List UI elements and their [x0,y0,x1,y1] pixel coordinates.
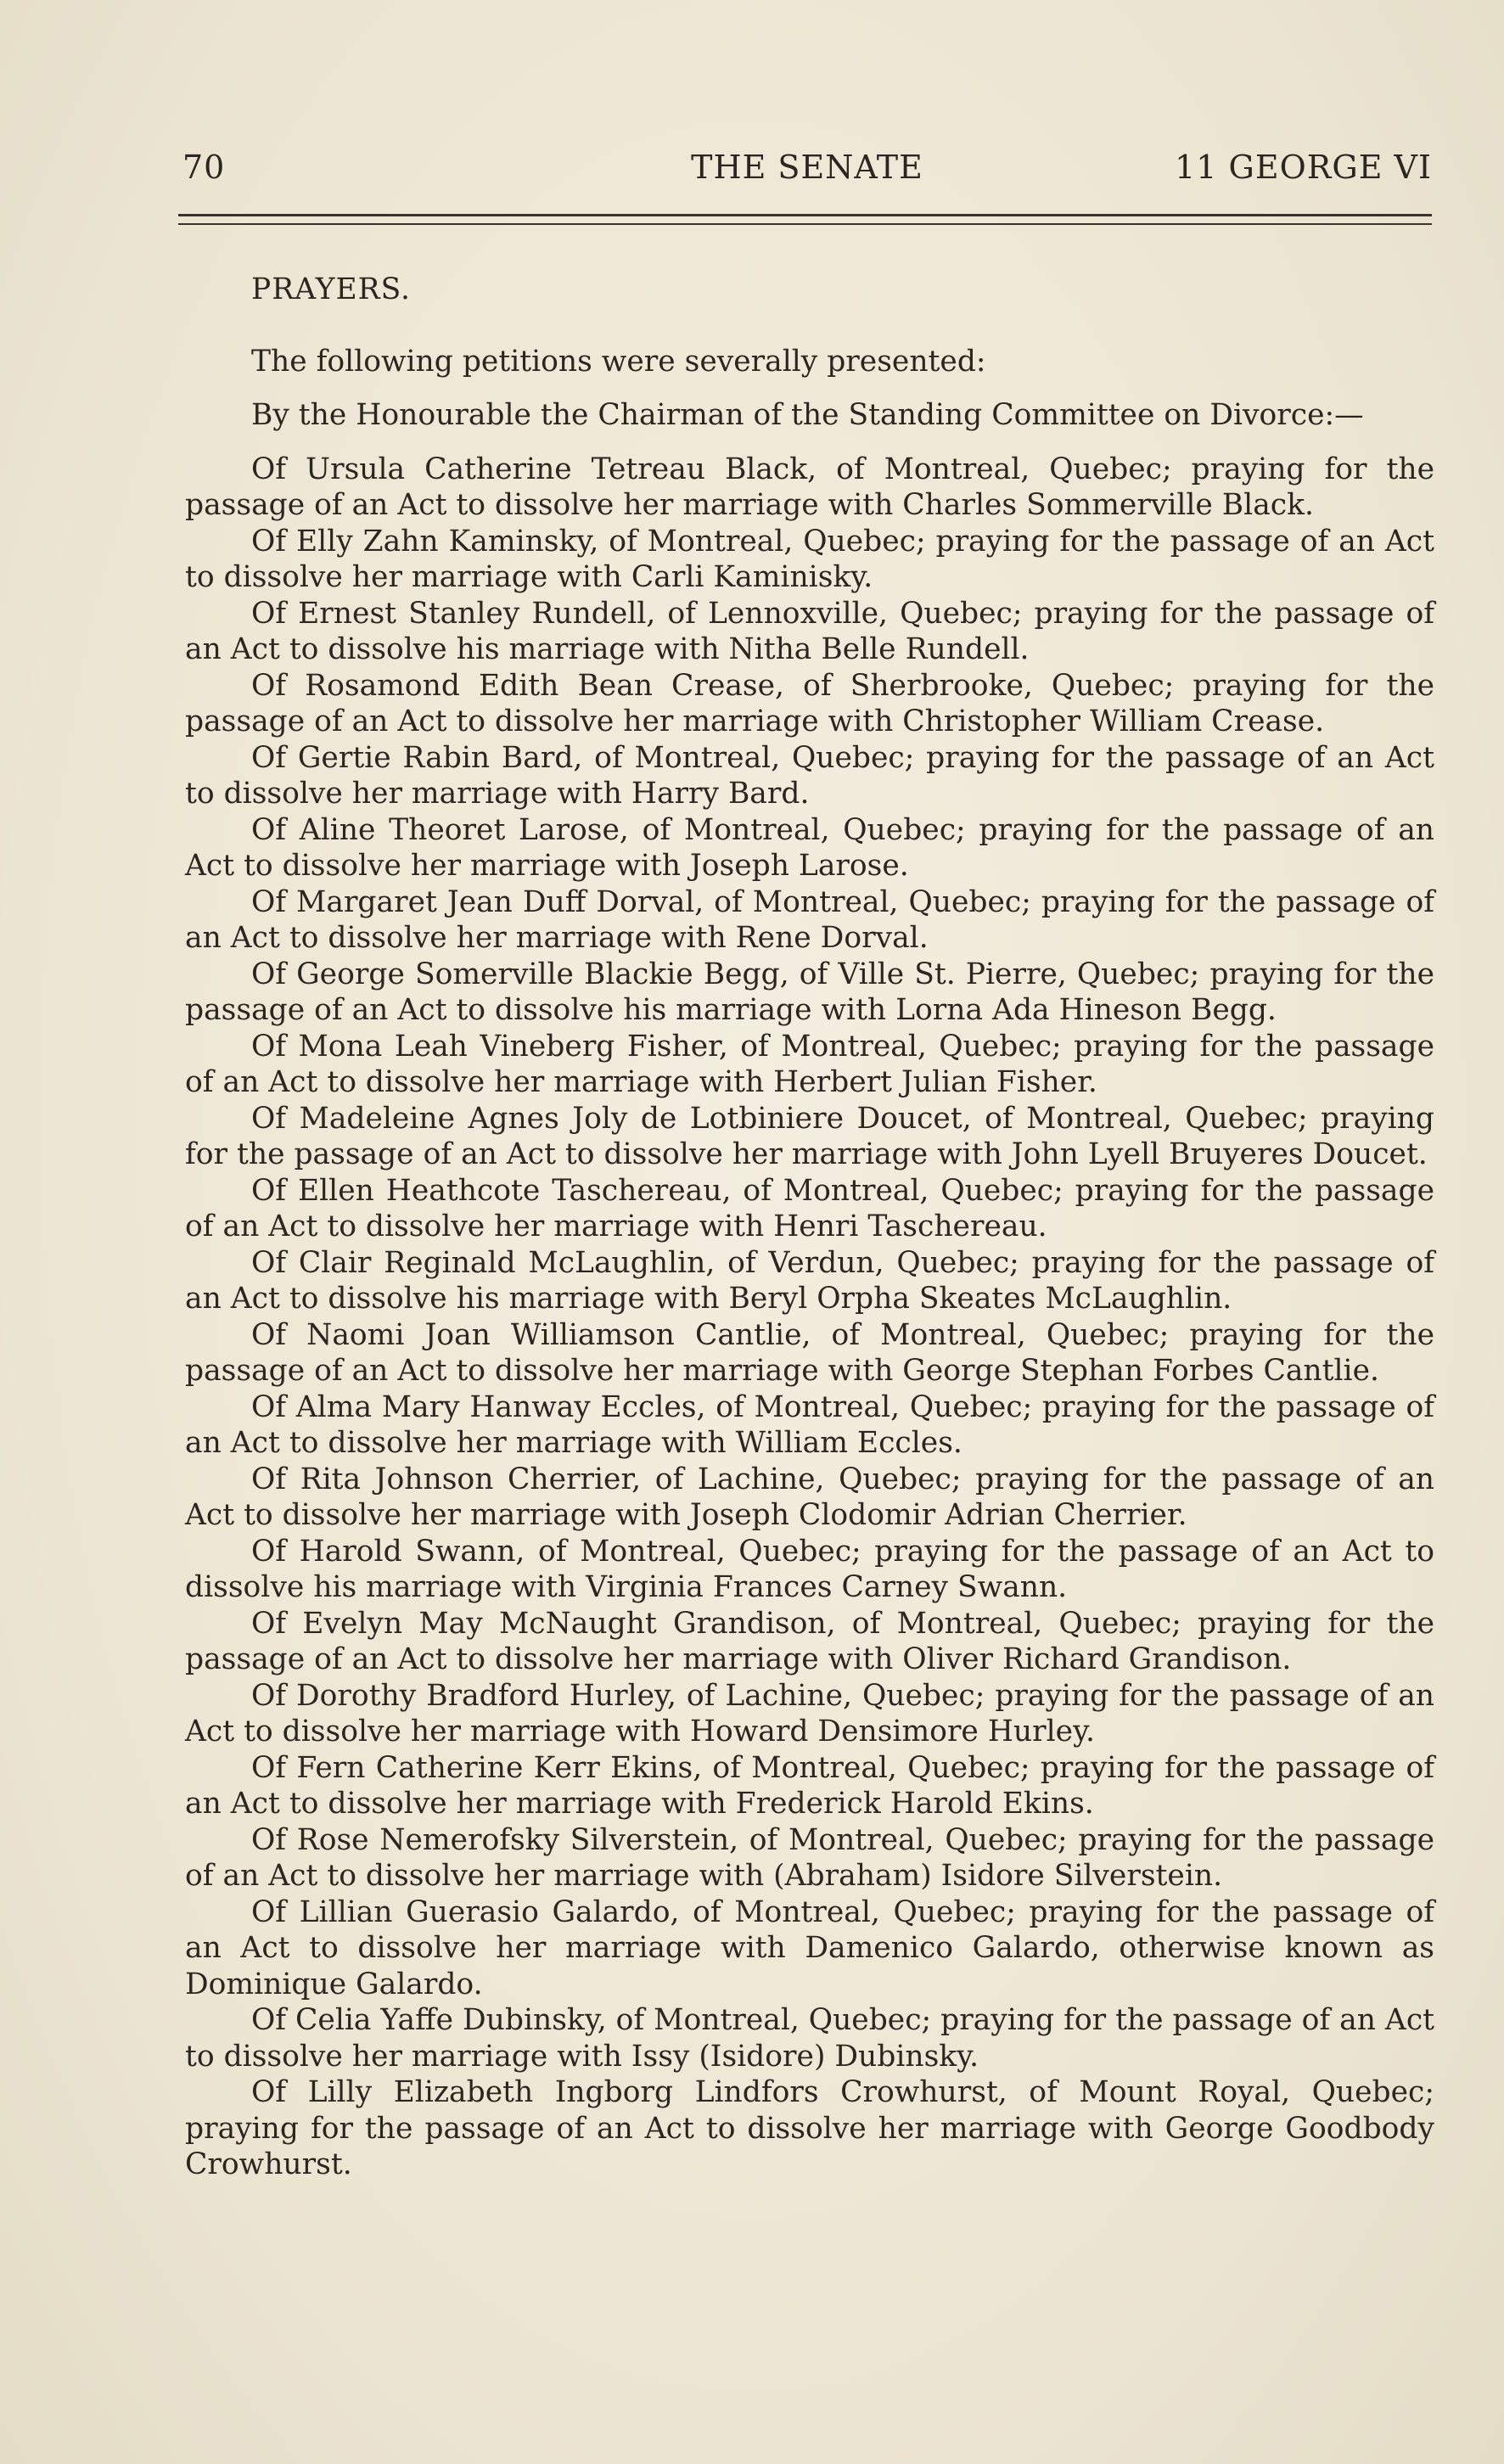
petition-paragraph: Of Harold Swann, of Montreal, Quebec; praying for the passage of an Act to dissolve his marriage with Virginia Frances Carney Swann. [185,1534,1434,1604]
petition-paragraph: Of Margaret Jean Duff Dorval, of Montreal, Quebec; praying for the passage of an Act to dissolve her marriage with Rene Dorval. [185,884,1434,955]
petition-paragraph: Of Evelyn May McNaught Grandison, of Montreal, Quebec; praying for the passage of an Act to dissolve her marriage with Oliver Richard Grandison. [185,1606,1434,1676]
petition-paragraph: Of Clair Reginald McLaughlin, of Verdun, Quebec; praying for the passage of an Act to dissolve his marriage with Beryl Orpha Skeates McLaughlin. [185,1245,1434,1316]
header-rule-bottom [178,223,1432,225]
header-rule-top [178,214,1432,216]
page-number: 70 [182,149,226,186]
petition-paragraph: Of Ellen Heathcote Taschereau, of Montreal, Quebec; praying for the passage of an Act to dissolve her marriage with Henri Taschereau. [185,1173,1434,1243]
petition-paragraph: Of Rita Johnson Cherrier, of Lachine, Quebec; praying for the passage of an Act to dissolve her marriage with Joseph Clodomir Adrian Cherrier. [185,1462,1434,1532]
petition-paragraph: Of Elly Zahn Kaminsky, of Montreal, Quebec; praying for the passage of an Act to dissolve her marriage with Carli Kaminisky. [185,524,1434,594]
petition-paragraph: Of Madeleine Agnes Joly de Lotbiniere Doucet, of Montreal, Quebec; praying for the passage of an Act to dissolve her marriage with John Lyell Bruyeres Doucet. [185,1101,1434,1171]
petition-paragraph: Of Lillian Guerasio Galardo, of Montreal, Quebec; praying for the passage of an Act to dissolve her marriage with Damenico Galardo, otherwise known as Dominique Galardo. [185,1894,1434,2001]
petition-paragraph: Of Lilly Elizabeth Ingborg Lindfors Crowhurst, of Mount Royal, Quebec; praying for the passage of an Act to dissolve her marriage with George Goodbody Crowhurst. [185,2075,1434,2181]
petition-paragraph: Of George Somerville Blackie Begg, of Ville St. Pierre, Quebec; praying for the passage of an Act to dissolve his marriage with Lorna Ada Hineson Begg. [185,957,1434,1027]
petition-paragraph: Of Aline Theoret Larose, of Montreal, Quebec; praying for the passage of an Act to dissolve her marriage with Joseph Larose. [185,812,1434,883]
petition-paragraph: Of Mona Leah Vineberg Fisher, of Montreal, Quebec; praying for the passage of an Act to dissolve her marriage with Herbert Julian Fisher. [185,1029,1434,1099]
petition-paragraph: Of Rose Nemerofsky Silverstein, of Montreal, Quebec; praying for the passage of an Act to dissolve her marriage with (Abraham) Isidore Silverstein. [185,1822,1434,1893]
petition-paragraph: Of Gertie Rabin Bard, of Montreal, Quebec; praying for the passage of an Act to dissolve her marriage with Harry Bard. [185,740,1434,811]
session-label: 11 GEORGE VI [1175,149,1432,186]
petition-paragraph: Of Rosamond Edith Bean Crease, of Sherbrooke, Quebec; praying for the passage of an Act to dissolve her marriage with Christopher William Crease. [185,668,1434,738]
petition-paragraph: Of Celia Yaffe Dubinsky, of Montreal, Quebec; praying for the passage of an Act to dissolve her marriage with Issy (Isidore) Dubinsky. [185,2003,1434,2074]
petition-paragraph: Of Ursula Catherine Tetreau Black, of Montreal, Quebec; praying for the passage of an Act to dissolve her marriage with Charles Sommerville Black. [185,452,1434,522]
petition-paragraph: Of Fern Catherine Kerr Ekins, of Montreal, Quebec; praying for the passage of an Act to dissolve her marriage with Frederick Harold Ekins. [185,1750,1434,1821]
body-text [185,272,1434,2183]
petition-paragraph: Of Dorothy Bradford Hurley, of Lachine, Quebec; praying for the passage of an Act to dissolve her marriage with Howard Densimore Hurley. [185,1678,1434,1748]
intro-line: The following petitions were severally presented: [251,344,986,379]
section-heading: PRAYERS. [251,272,412,306]
running-title: THE SENATE [691,149,923,186]
petition-paragraph: Of Naomi Joan Williamson Cantlie, of Montreal, Quebec; praying for the passage of an Act to dissolve her marriage with George Stephan Forbes Cantlie. [185,1317,1434,1388]
page-header [182,149,1432,199]
petition-paragraph: Of Alma Mary Hanway Eccles, of Montreal, Quebec; praying for the passage of an Act to dissolve her marriage with William Eccles. [185,1389,1434,1460]
petition-paragraph: Of Ernest Stanley Rundell, of Lennoxville, Quebec; praying for the passage of an Act to dissolve his marriage with Nitha Belle Rundell. [185,596,1434,666]
intro-line: By the Honourable the Chairman of the Standing Committee on Divorce:— [251,398,1364,432]
